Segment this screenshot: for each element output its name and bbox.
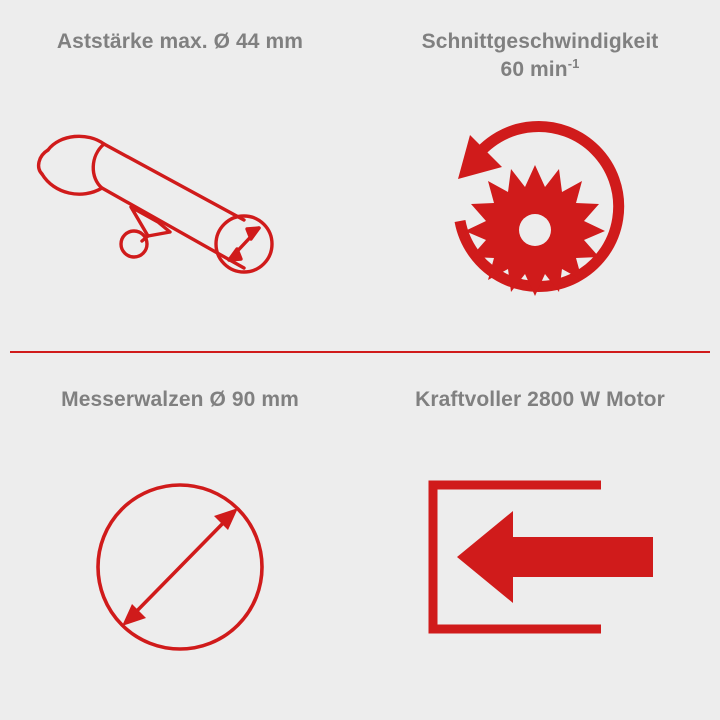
panel-caption: Aststärke max. Ø 44 mm bbox=[56, 30, 304, 53]
power-arrow bbox=[457, 511, 653, 603]
panel-artwork bbox=[360, 414, 720, 720]
panel-caption: Messerwalzen Ø 90 mm bbox=[61, 388, 299, 411]
panel-artwork bbox=[0, 414, 360, 720]
panel-cutting-speed bbox=[360, 0, 720, 360]
caption-superscript: -1 bbox=[567, 56, 580, 71]
caption-line-2: 60 min bbox=[500, 58, 568, 81]
panel-blade-roller bbox=[0, 360, 360, 720]
panel-caption: Kraftvoller 2800 W Motor bbox=[415, 388, 665, 411]
horizontal-divider bbox=[10, 351, 710, 353]
panel-artwork bbox=[360, 84, 720, 360]
panel-branch-diameter bbox=[0, 0, 360, 360]
motor-arrow-icon bbox=[405, 467, 675, 667]
circle-diameter-arrow-icon bbox=[70, 462, 290, 672]
rotating-gear-icon bbox=[430, 117, 650, 327]
panel-caption bbox=[380, 28, 700, 84]
panel-artwork bbox=[0, 56, 360, 360]
branch-diameter-icon bbox=[30, 108, 330, 308]
gear-hub bbox=[519, 214, 551, 246]
panel-motor-power bbox=[360, 360, 720, 720]
caption-line-1: Schnittgeschwindigkeit bbox=[421, 30, 659, 53]
